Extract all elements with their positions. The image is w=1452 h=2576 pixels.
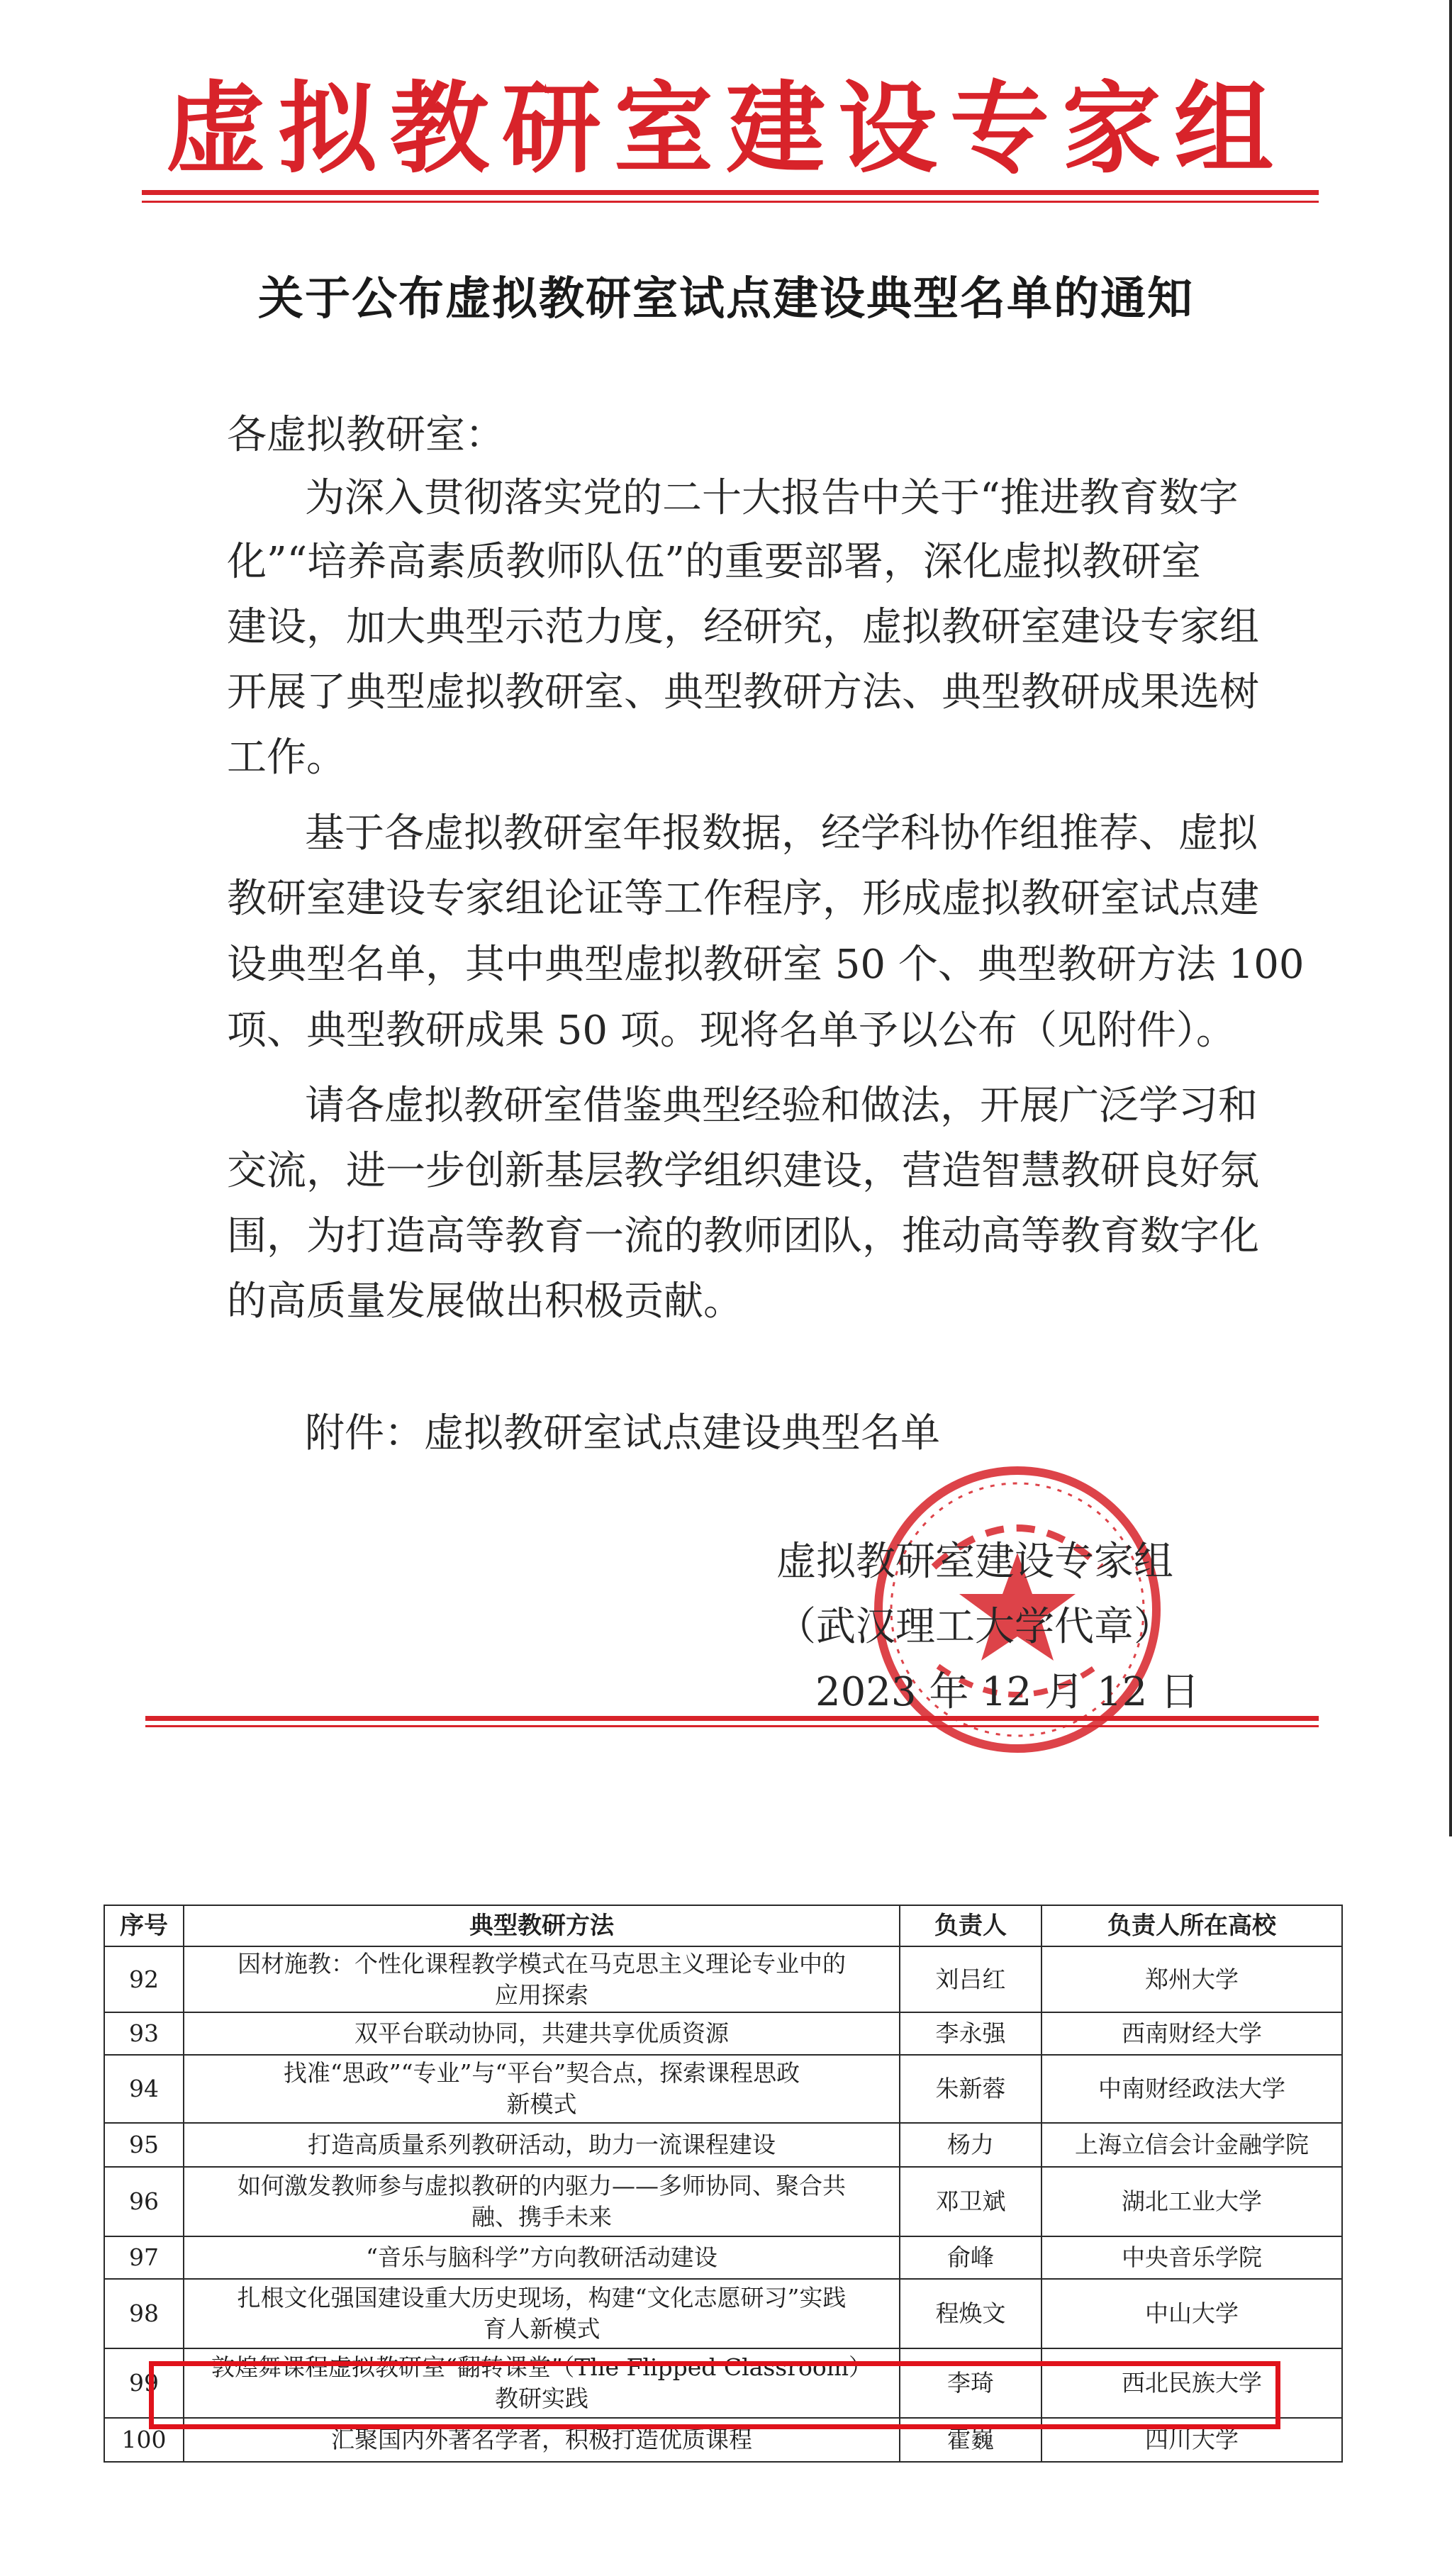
body-line: 设典型名单，其中典型虚拟教研室 50 个、典型教研方法 100 (227, 942, 1305, 988)
method-line: 打造高质量系列教研活动，助力一流课程建设 (308, 2131, 776, 2158)
table-header-row (104, 1905, 1342, 1946)
school-cell: 四川大学 (1041, 2418, 1342, 2462)
school-cell: 中央音乐学院 (1041, 2236, 1342, 2279)
leader-cell: 李琦 (900, 2348, 1041, 2418)
method-cell (184, 2012, 900, 2055)
school-cell: 西北民族大学 (1041, 2348, 1342, 2418)
attachment-line: 附件：虚拟教研室试点建设典型名单 (305, 1410, 940, 1456)
column-header: 序号 (104, 1905, 184, 1946)
leader-cell: 刘吕红 (900, 1946, 1041, 2012)
leader-cell: 朱新蓉 (900, 2055, 1041, 2123)
body-line: 建设，加大典型示范力度，经研究，虚拟教研室建设专家组 (227, 604, 1259, 650)
leader-cell: 杨力 (900, 2123, 1041, 2167)
leader-cell: 邓卫斌 (900, 2167, 1041, 2236)
signature-date: 2023 年 12 月 12 日 (815, 1669, 1200, 1715)
letterhead-rule-thick (142, 190, 1319, 195)
school-cell: 西南财经大学 (1041, 2012, 1342, 2055)
body-line: 请各虚拟教研室借鉴典型经验和做法，开展广泛学习和 (305, 1083, 1258, 1129)
column-header: 负责人 (900, 1905, 1041, 1946)
method-cell (184, 2055, 900, 2123)
row-number: 93 (104, 2012, 184, 2055)
method-cell (184, 2236, 900, 2279)
school-cell: 中南财经政法大学 (1041, 2055, 1342, 2123)
table-row (104, 2055, 1342, 2123)
method-line: 扎根文化强国建设重大历史现场，构建“文化志愿研习”实践 (237, 2284, 847, 2312)
letterhead-rule-thin (142, 201, 1319, 203)
method-line: 育人新模式 (483, 2315, 601, 2343)
method-line: 双平台联动协同，共建共享优质资源 (354, 2019, 729, 2047)
letterhead: 虚拟教研室建设专家组 (165, 71, 1286, 187)
leader-cell: 霍巍 (900, 2418, 1041, 2462)
row-number: 95 (104, 2123, 184, 2167)
leader-cell: 程焕文 (900, 2279, 1041, 2348)
method-line: 应用探索 (495, 1980, 588, 2009)
body-line: 项、典型教研成果 50 项。现将名单予以公布（见附件）。 (227, 1008, 1236, 1054)
signature-proxy: （武汉理工大学代章） (776, 1604, 1173, 1650)
method-line: 融、携手未来 (471, 2203, 612, 2231)
method-line: 教研实践 (495, 2385, 588, 2412)
method-line: 如何激发教师参与虚拟教研的内驱力——多师协同、聚合共 (238, 2172, 846, 2199)
column-header: 典型教研方法 (184, 1905, 900, 1946)
school-cell: 郑州大学 (1041, 1946, 1342, 2012)
method-line: 新模式 (506, 2090, 577, 2118)
signature-org: 虚拟教研室建设专家组 (776, 1539, 1173, 1585)
body-line: 围，为打造高等教育一流的教师团队，推动高等教育数字化 (227, 1213, 1259, 1259)
row-number: 92 (104, 1946, 184, 2012)
row-number: 97 (104, 2236, 184, 2279)
table-row (104, 2236, 1342, 2279)
method-line: 因材施教：个性化课程教学模式在马克思主义理论专业中的 (238, 1949, 846, 1978)
body-line: 的高质量发展做出积极贡献。 (227, 1278, 743, 1325)
table-row (104, 2123, 1342, 2167)
school-cell: 湖北工业大学 (1041, 2167, 1342, 2236)
row-number: 99 (104, 2348, 184, 2418)
table-row (104, 1946, 1342, 2012)
method-line: “音乐与脑科学”方向教研活动建设 (366, 2243, 717, 2271)
method-line: 找准“思政”“专业”与“平台”契合点，探索课程思政 (283, 2059, 800, 2087)
school-cell: 上海立信会计金融学院 (1041, 2123, 1342, 2167)
method-cell (184, 2167, 900, 2236)
body-line: 交流，进一步创新基层教学组织建设，营造智慧教研良好氛 (227, 1148, 1259, 1194)
school-cell: 中山大学 (1041, 2279, 1342, 2348)
method-cell (184, 1946, 900, 2012)
column-header: 负责人所在高校 (1041, 1905, 1342, 1946)
row-number: 98 (104, 2279, 184, 2348)
body-line: 为深入贯彻落实党的二十大报告中关于“推进教育数字 (305, 475, 1239, 521)
table-row (104, 2167, 1342, 2236)
body-line: 开展了典型虚拟教研室、典型教研方法、典型教研成果选树 (227, 669, 1259, 715)
table-row (104, 2012, 1342, 2055)
notice-title: 关于公布虚拟教研室试点建设典型名单的通知 (258, 272, 1194, 325)
body-line: 基于各虚拟教研室年报数据，经学科协作组推荐、虚拟 (305, 810, 1258, 857)
leader-cell: 俞峰 (900, 2236, 1041, 2279)
table-row (104, 2279, 1342, 2348)
method-line: 汇聚国内外著名学者，积极打造优质课程 (331, 2426, 752, 2453)
salutation: 各虚拟教研室： (227, 412, 505, 458)
row-number: 94 (104, 2055, 184, 2123)
method-cell (184, 2279, 900, 2348)
body-line: 工作。 (227, 735, 346, 781)
method-line: 敦煌舞课程虚拟教研室“翻转课堂”（The Flipped Classroom） (211, 2353, 873, 2381)
bottom-rule-thin (145, 1725, 1319, 1727)
method-cell (184, 2123, 900, 2167)
row-number: 100 (104, 2418, 184, 2462)
leader-cell: 李永强 (900, 2012, 1041, 2055)
body-line: 教研室建设专家组论证等工作程序，形成虚拟教研室试点建 (227, 876, 1259, 922)
bottom-rule-thick (145, 1716, 1319, 1721)
body-line: 化”“培养高素质教师队伍”的重要部署，深化虚拟教研室 (227, 539, 1201, 585)
highlight-box (149, 2361, 1280, 2429)
row-number: 96 (104, 2167, 184, 2236)
